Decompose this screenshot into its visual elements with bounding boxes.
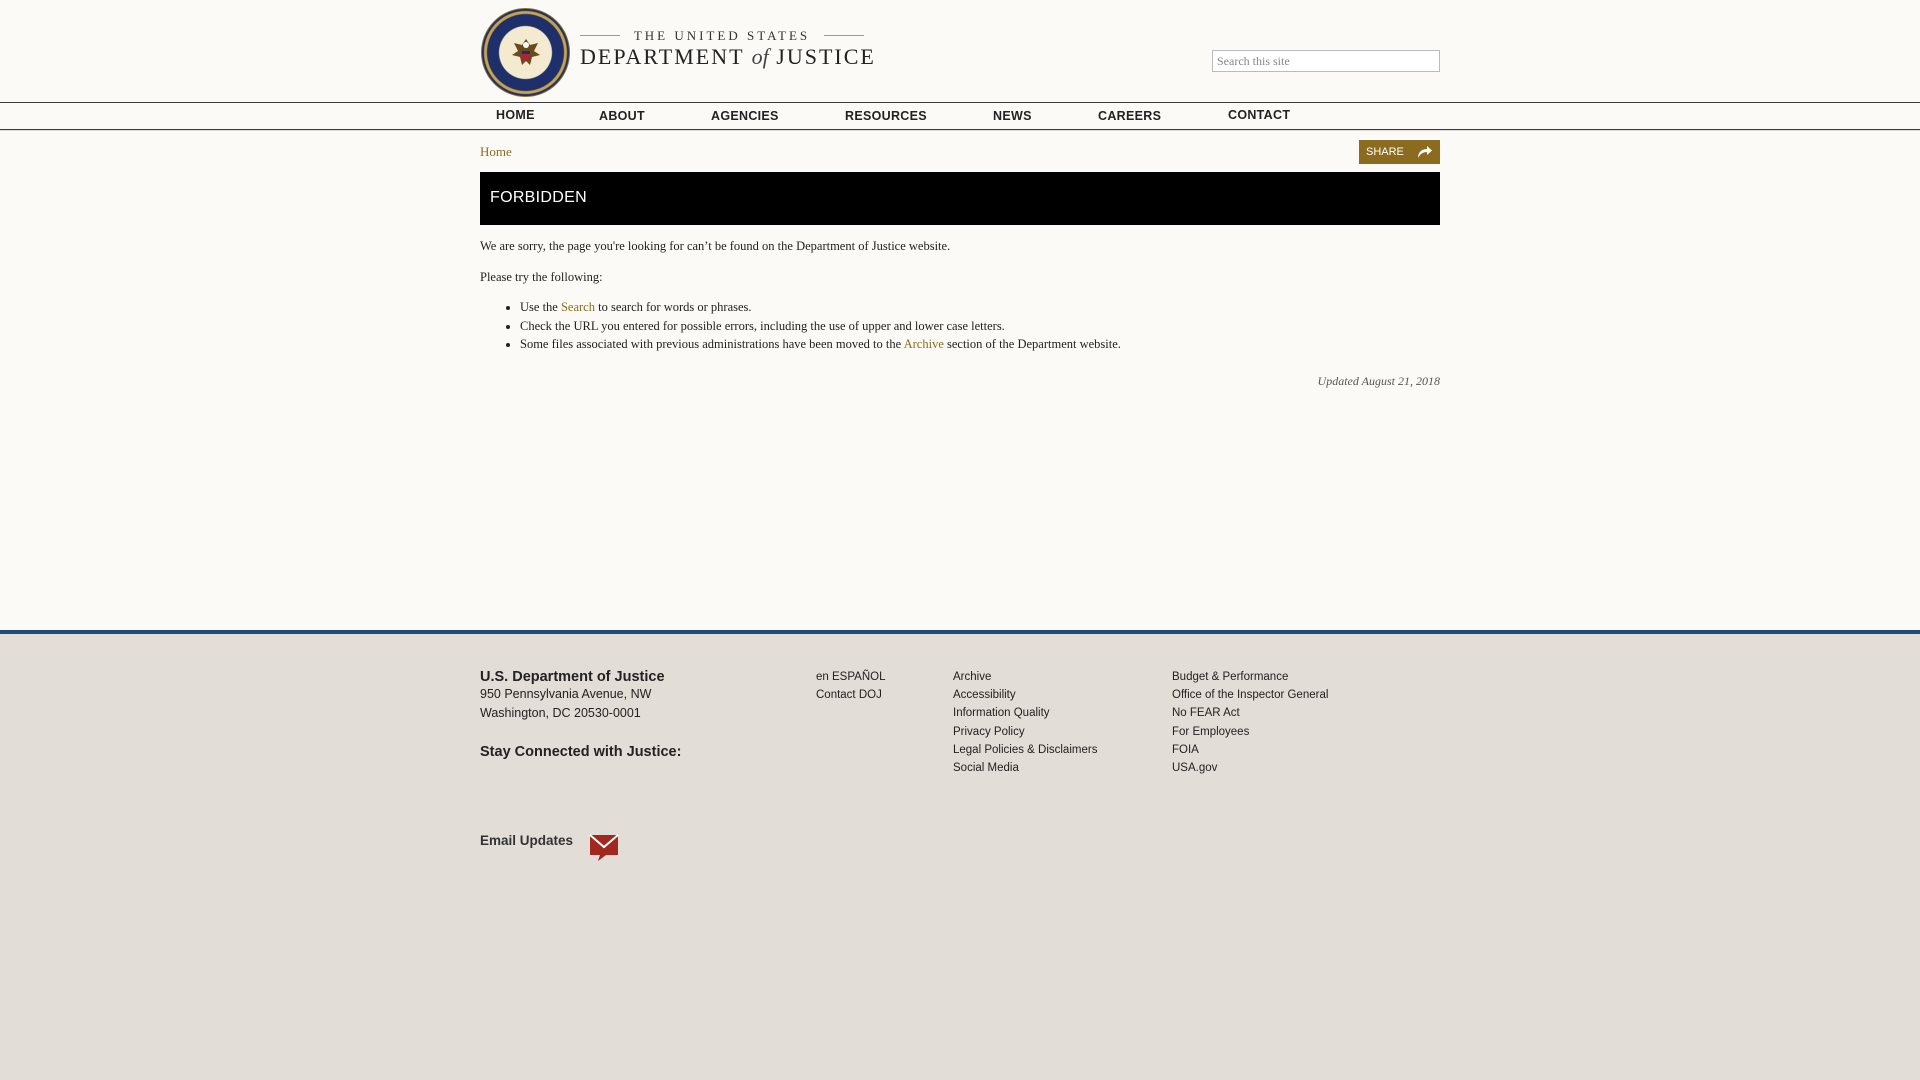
footer-link-foia[interactable]: FOIA [1172,743,1199,756]
try-label: Please try the following: [480,270,603,284]
archive-link[interactable]: Archive [903,337,944,351]
footer-link-contact-doj[interactable]: Contact DOJ [816,689,882,702]
footer-link-accessibility[interactable]: Accessibility [953,689,1016,702]
nav-news[interactable]: NEWS [993,109,1032,123]
footer-address-line1: 950 Pennsylvania Avenue, NW [480,687,652,701]
nav-contact[interactable]: CONTACT [1228,108,1291,122]
logo-tagline: THE UNITED STATES [580,28,864,44]
footer-link-privacy-policy[interactable]: Privacy Policy [953,725,1025,738]
footer-link-item [1172,686,1328,704]
tip3-post: section of the Department website. [943,337,1121,351]
footer-link-item [953,668,1097,686]
tip-item [520,335,1121,354]
envelope-icon[interactable] [589,834,619,862]
tip1-pre: Use the [520,300,561,314]
email-updates-link[interactable]: Email Updates [480,833,574,848]
footer-link-budget[interactable]: Budget & Performance [1172,671,1289,683]
footer-link-item [816,668,885,686]
footer-links-col1 [816,668,885,704]
footer-link-usa-gov[interactable]: USA.gov [1172,761,1218,774]
footer-link-item [953,704,1097,722]
footer-links-col2 [953,668,1097,777]
footer-link-item [953,686,1097,704]
footer-link-item [816,686,885,704]
footer-link-item [1172,723,1328,741]
tip-item [520,298,1121,317]
share-button[interactable] [1359,140,1440,164]
site-header [0,0,1920,130]
search-input[interactable] [1212,50,1440,72]
tip1-post: to search for words or phrases. [594,300,752,314]
main-content [0,131,1920,630]
nav-home[interactable]: HOME [496,108,535,122]
nav-about[interactable]: ABOUT [599,109,645,123]
footer-link-item [1172,704,1328,722]
footer-org-name: U.S. Department of Justice [480,669,665,685]
tips-list [520,298,1121,354]
logo-word-department: DEPARTMENT [580,44,745,69]
intro-text: We are sorry, the page you're looking for can’t be found on the Department of Justice website. [480,239,951,253]
logo-word-of: of [751,44,769,69]
page-title-bar [480,172,1440,225]
footer-link-for-employees[interactable]: For Employees [1172,725,1250,738]
site-footer [0,634,1920,1080]
logo-wordmark[interactable] [580,44,876,74]
footer-link-item [953,741,1097,759]
footer-link-social-media[interactable]: Social Media [953,761,1019,774]
footer-connected-heading: Stay Connected with Justice: [480,744,682,760]
footer-link-item [953,723,1097,741]
footer-link-no-fear-act[interactable]: No FEAR Act [1172,707,1240,720]
eagle-icon [504,31,548,75]
footer-link-item [953,759,1097,777]
share-label: SHARE [1366,146,1404,158]
tip3-pre: Some files associated with previous administrations have been moved to the [520,337,904,351]
logo-word-justice: JUSTICE [776,44,876,69]
doj-seal-icon[interactable] [481,8,570,97]
nav-careers[interactable]: CAREERS [1098,109,1162,123]
updated-date: Updated August 21, 2018 [1317,374,1440,388]
footer-link-archive[interactable]: Archive [953,671,992,683]
share-arrow-icon [1415,143,1433,161]
footer-link-legal-policies[interactable]: Legal Policies & Disclaimers [953,743,1098,756]
page-title: FORBIDDEN [490,189,587,206]
footer-link-item [1172,668,1328,686]
footer-link-item [1172,759,1328,777]
footer-links-col3 [1172,668,1328,777]
footer-link-inspector-general[interactable]: Office of the Inspector General [1172,689,1329,702]
footer-link-item [1172,741,1328,759]
footer-address-line2: Washington, DC 20530-0001 [480,706,641,720]
nav-resources[interactable]: RESOURCES [845,109,927,123]
footer-link-information-quality[interactable]: Information Quality [953,707,1050,720]
search-link[interactable]: Search [560,300,595,314]
footer-link-espanol[interactable]: en ESPAÑOL [816,671,886,683]
tip-item: • Check the URL you entered for possible errors, including the use of upper and lower case letters. [520,317,1121,336]
nav-agencies[interactable]: AGENCIES [711,109,779,123]
breadcrumb-home[interactable]: Home [480,144,512,159]
main-nav [0,103,1920,130]
